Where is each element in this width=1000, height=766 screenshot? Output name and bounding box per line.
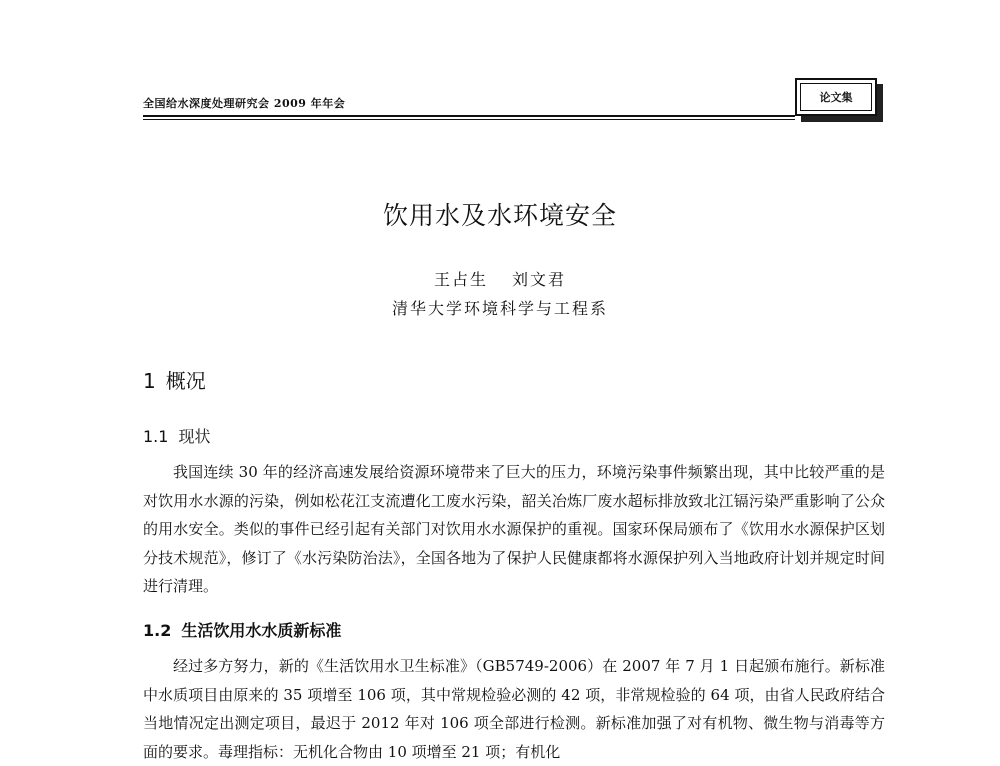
section-heading: [143, 365, 206, 394]
subsection-number: 1.2: [143, 621, 172, 640]
running-header: 全国给水深度处理研究会 2009 年年会: [143, 97, 346, 110]
paper-title: 饮用水及水环境安全: [382, 201, 617, 230]
badge-shadow-bottom: [801, 116, 883, 122]
badge-label: 论文集: [800, 83, 872, 111]
subsection-heading: [143, 618, 341, 641]
section-number: 1: [143, 369, 156, 393]
author-name: 刘文君: [512, 270, 567, 289]
subsection-title: 生活饮用水水质新标准: [181, 621, 342, 640]
section-title: 概况: [165, 369, 206, 393]
header-rule-thin: [143, 119, 795, 120]
body-paragraph: 我国连续 30 年的经济高速发展给资源环境带来了巨大的压力，环境污染事件频繁出现，其中比较严重的是对饮用水水源的污染，例如松花江支流遭化工废水污染，韶关冶炼厂废水超标排放致北江镉污染严重影响了公众的用水安全。类似的事件已经引起有关部门对饮用水水源保护的重视。国家环保局颁布了《饮用水水源保护区划分技术规范》，修订了《水污染防治法》，全国各地为了保护人民健康都将水源保护列入当地政府计划并规定时间进行清理。: [143, 463, 885, 595]
subsection-heading: [143, 424, 210, 447]
header-rule: [143, 115, 795, 117]
author-list: [0, 267, 1000, 290]
collection-badge: [795, 78, 885, 124]
subsection-title: 现状: [178, 427, 211, 446]
author-affiliation: 清华大学环境科学与工程系: [391, 299, 608, 318]
subsection-number: 1.1: [143, 427, 169, 446]
badge-frame: [795, 78, 877, 116]
body-paragraph: 经过多方努力，新的《生活饮用水卫生标准》（GB5749-2006）在 2007 年 7 月 1 日起颁布施行。新标准中水质项目由原来的 35 项增至 106 项，其中常规检验必测的 42 项，非常规检验的 64 项，由省人民政府结合当地情况定出测定项目，最迟于 2012 年对 106 项全部进行检测。新标准加强了对有机物、微生物与消毒等方面的要求。毒理指标：无机化合物由 10 项增至 21 项；有机化: [143, 657, 885, 761]
author-name: 王占生: [433, 270, 488, 289]
